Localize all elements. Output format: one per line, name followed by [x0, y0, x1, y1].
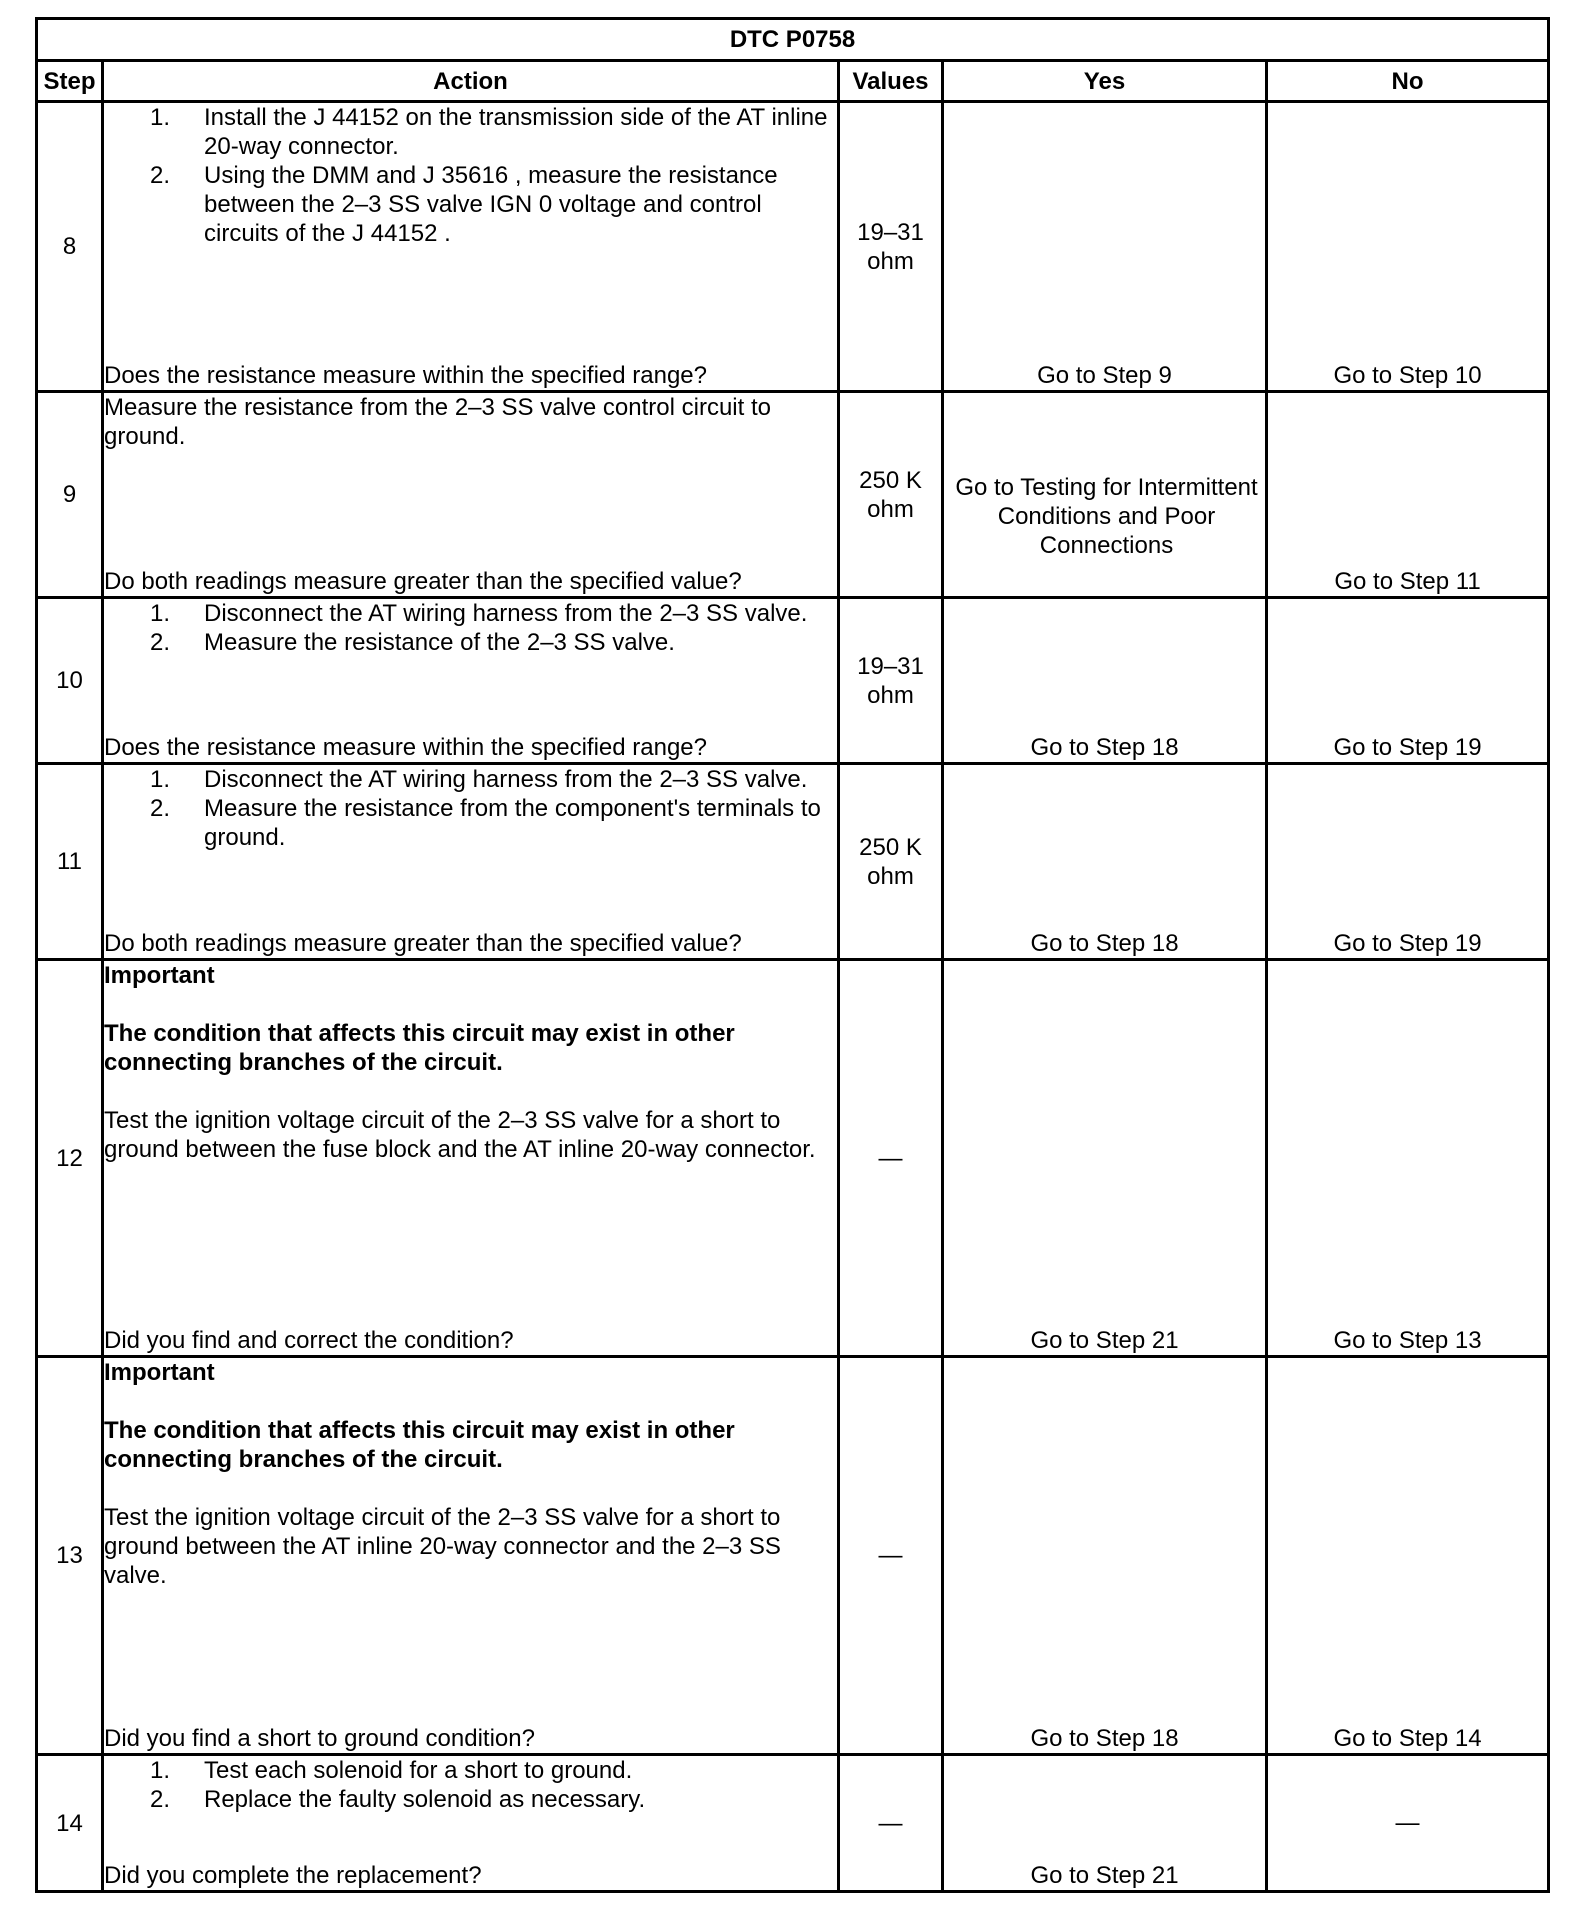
header-step: Step	[37, 61, 103, 102]
step-number: 10	[37, 598, 103, 764]
action-cell	[103, 764, 839, 960]
step-number: 12	[37, 960, 103, 1357]
no-cell: Go to Step 11	[1267, 392, 1549, 598]
action-cell	[103, 598, 839, 764]
action-question: Does the resistance measure within the specified range?	[104, 734, 707, 761]
table-title: DTC P0758	[37, 19, 1549, 61]
action-question: Did you complete the replacement?	[104, 1862, 482, 1889]
no-cell: Go to Step 14	[1267, 1357, 1549, 1755]
no-cell: Go to Step 19	[1267, 764, 1549, 960]
yes-cell: Go to Step 21	[943, 1755, 1267, 1892]
action-question: Do both readings measure greater than the specified value?	[104, 568, 742, 595]
list-item: 1. Disconnect the AT wiring harness from the 2–3 SS valve.	[149, 600, 808, 627]
yes-link-text: Go to Testing for Intermittent Conditions and Poor Connections	[955, 474, 1258, 559]
header-row	[37, 61, 1549, 102]
action-question: Did you find and correct the condition?	[104, 1327, 514, 1354]
important-note: The condition that affects this circuit may exist in other connecting branches of the circuit.	[104, 1417, 735, 1473]
action-text: Test the ignition voltage circuit of the 2–3 SS valve for a short to ground between the fuse block and the AT inline 20-way connector.	[104, 1107, 816, 1163]
list-item: 2. Using the DMM and J 35616 , measure the resistance between the 2–3 SS valve IGN 0 voltage and control circuits of the J 44152 .	[149, 162, 778, 247]
dtc-table	[35, 17, 1550, 1893]
step-number: 13	[37, 1357, 103, 1755]
yes-cell: Go to Step 18	[943, 598, 1267, 764]
action-list	[104, 599, 837, 657]
important-note: The condition that affects this circuit may exist in other connecting branches of the circuit.	[104, 1020, 735, 1076]
value-cell: 250 K ohm	[839, 764, 943, 960]
list-item: 2. Replace the faulty solenoid as necessary.	[149, 1786, 646, 1813]
table-row	[37, 102, 1549, 392]
action-cell	[103, 1755, 839, 1892]
value-cell: —	[839, 1755, 943, 1892]
no-cell: Go to Step 10	[1267, 102, 1549, 392]
no-cell	[1267, 1755, 1549, 1892]
no-dash: —	[1395, 1809, 1420, 1837]
important-block	[104, 961, 837, 1164]
yes-cell	[943, 392, 1267, 598]
value-cell: —	[839, 1357, 943, 1755]
action-cell	[103, 1357, 839, 1755]
action-question: Did you find a short to ground condition?	[104, 1725, 535, 1752]
list-item: 1. Disconnect the AT wiring harness from the 2–3 SS valve.	[149, 766, 808, 793]
table-row	[37, 392, 1549, 598]
header-no: No	[1267, 61, 1549, 102]
table-row	[37, 1357, 1549, 1755]
list-item: 1. Install the J 44152 on the transmission side of the AT inline 20-way connector.	[149, 104, 828, 160]
step-number: 8	[37, 102, 103, 392]
important-label: Important	[104, 1359, 215, 1386]
action-text: Test the ignition voltage circuit of the 2–3 SS valve for a short to ground between the AT inline 20-way connector and the 2–3 SS valve.	[104, 1504, 781, 1589]
yes-cell: Go to Step 18	[943, 764, 1267, 960]
table-row	[37, 764, 1549, 960]
action-list	[104, 1756, 837, 1814]
no-cell: Go to Step 19	[1267, 598, 1549, 764]
action-text: Measure the resistance from the 2–3 SS valve control circuit to ground.	[104, 394, 771, 450]
header-action: Action	[103, 61, 839, 102]
action-question: Do both readings measure greater than the specified value?	[104, 930, 742, 957]
action-question: Does the resistance measure within the specified range?	[104, 362, 707, 389]
step-number: 9	[37, 392, 103, 598]
action-cell	[103, 102, 839, 392]
important-block	[104, 1358, 837, 1590]
table-row	[37, 598, 1549, 764]
table-row	[37, 1755, 1549, 1892]
step-number: 14	[37, 1755, 103, 1892]
value-cell: —	[839, 960, 943, 1357]
value-cell: 250 K ohm	[839, 392, 943, 598]
list-item: 1. Test each solenoid for a short to ground.	[149, 1757, 633, 1784]
step-number: 11	[37, 764, 103, 960]
yes-cell: Go to Step 18	[943, 1357, 1267, 1755]
yes-cell: Go to Step 9	[943, 102, 1267, 392]
list-item: 2. Measure the resistance from the component's terminals to ground.	[149, 795, 821, 851]
value-cell: 19–31 ohm	[839, 102, 943, 392]
action-cell	[103, 392, 839, 598]
important-label: Important	[104, 962, 215, 989]
table-row	[37, 960, 1549, 1357]
value-cell: 19–31 ohm	[839, 598, 943, 764]
action-list	[104, 103, 837, 248]
action-list	[104, 765, 837, 852]
no-cell: Go to Step 13	[1267, 960, 1549, 1357]
yes-cell: Go to Step 21	[943, 960, 1267, 1357]
header-yes: Yes	[943, 61, 1267, 102]
dtc-document	[35, 17, 1550, 1893]
action-cell	[103, 960, 839, 1357]
list-item: 2. Measure the resistance of the 2–3 SS valve.	[149, 629, 675, 656]
header-values: Values	[839, 61, 943, 102]
